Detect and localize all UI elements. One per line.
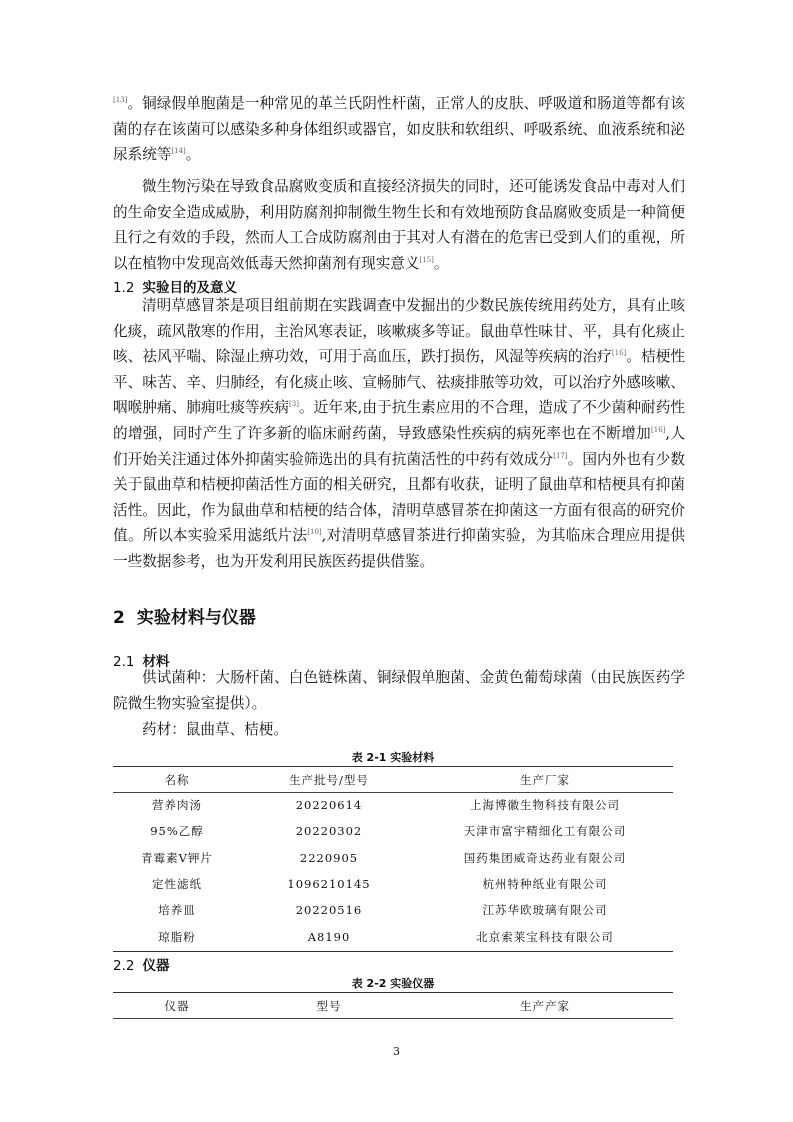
table-cell: 营养肉汤 <box>152 798 202 813</box>
citation-ref: [10] <box>307 528 322 537</box>
table-header-row <box>113 767 673 793</box>
table-header-cell: 型号 <box>316 999 342 1014</box>
section-number: 2.1 <box>113 654 135 670</box>
table-cell: 20220302 <box>295 824 363 839</box>
table-header-cell: 生产产家 <box>520 999 570 1014</box>
table-cell: 北京索莱宝科技有限公司 <box>476 929 614 944</box>
citation-ref: [17] <box>553 451 568 460</box>
table-cell: 杭州特种纸业有限公司 <box>482 877 608 892</box>
section-heading-2-2 <box>113 954 169 974</box>
table-cell: A8190 <box>307 929 351 944</box>
paragraph-text: ,人们开始关注通过体外抑菌实验筛选出的具有抗菌活性的中药有效成分 <box>113 424 685 468</box>
section-title: 实验材料与仪器 <box>136 608 256 628</box>
table-row <box>113 871 673 897</box>
table-row <box>113 818 673 844</box>
paragraph-purpose <box>113 293 685 575</box>
table-cell: 1096210145 <box>287 877 371 892</box>
paragraph-strains <box>113 665 685 716</box>
paragraph-text: 。 <box>185 146 201 164</box>
table-header-cell: 生产厂家 <box>520 773 570 788</box>
paragraph-text: 。国内外也有少数关于鼠曲草和桔梗抑菌活性方面的相关研究，且都有收获，证明了鼠曲草和桔梗具有抑菌活性。因此，作为鼠曲草和桔梗的结合体，清明草感冒茶在抑菌这一方面有很高的研究价值。所以本实验采用滤纸片法 <box>113 450 685 545</box>
section-number: 2.2 <box>113 958 135 974</box>
paragraph-microbial-pollution <box>113 174 685 276</box>
table-cell: 培养皿 <box>158 903 196 918</box>
section-title: 材料 <box>142 654 170 670</box>
table-header-cell: 仪器 <box>164 999 190 1014</box>
section-heading-2 <box>113 603 256 628</box>
section-number: 2 <box>113 608 125 628</box>
paragraph-text: 供试菌种：大肠杆菌、白色链株菌、铜绿假单胞菌、金黄色葡萄球菌（由民族医药学院微生物实验室提供）。 <box>113 669 685 712</box>
table-header-rule <box>113 1018 673 1019</box>
section-title: 实验目的及意义 <box>142 280 237 296</box>
table-header-cell: 名称 <box>164 773 190 788</box>
citation-ref: [16] <box>611 349 627 358</box>
paragraph-text: 药材：鼠曲草、桔梗。 <box>142 721 288 738</box>
paragraph-text: ,对清明草感冒茶进行抑菌实验，为其临床合理应用提供一些数据参考，也为开发利用民族医药提供借鉴。 <box>113 527 685 570</box>
paragraph-pseudomonas <box>113 91 685 168</box>
citation-ref: [16] <box>651 425 666 434</box>
materials-table <box>113 767 673 793</box>
table-cell: 上海博徽生物科技有限公司 <box>470 798 620 813</box>
table-cell: 天津市富宇精细化工有限公司 <box>463 824 627 839</box>
table-bottom-rule <box>113 951 673 952</box>
paragraph-text: 。 <box>433 254 449 272</box>
section-title: 仪器 <box>142 958 170 974</box>
table-cell: 2220905 <box>299 850 359 865</box>
citation-ref: [15] <box>419 255 434 264</box>
citation-ref: [14] <box>171 147 186 156</box>
table-cell: 国药集团威奇达药业有限公司 <box>463 850 627 865</box>
table-header-row <box>113 993 673 1019</box>
paragraph-text: 清明草感冒茶是项目组前期在实践调查中发掘出的少数民族传统用药处方，具有止咳化痰，疏风散寒的作用，主治风寒表证，咳嗽痰多等证。鼠曲草性味甘、平，具有化痰止咳、祛风平喘、除湿止痹功效，可用于高血压，跌打损伤，风湿等疾病的治疗 <box>113 297 685 366</box>
table-cell: 95%乙醇 <box>150 824 204 839</box>
citation-ref: [3] <box>289 400 299 409</box>
table-row <box>113 897 673 923</box>
paragraph-text: 。近年来,由于抗生素应用的不合理，造成了不少菌种耐药性的增强，同时产生了许多新的临床耐药菌，导致感染性疾病的病死率也在不断增加 <box>113 399 685 442</box>
table-cell: 青霉素Ⅴ钾片 <box>141 850 213 865</box>
table-cell: 20220516 <box>295 903 363 918</box>
table-cell: 江苏华欧玻璃有限公司 <box>482 903 608 918</box>
table-cell: 20220614 <box>295 798 363 813</box>
citation-ref: [13] <box>113 96 128 104</box>
table-cell: 定性滤纸 <box>152 877 202 892</box>
section-number: 1.2 <box>113 280 135 296</box>
table-header-cell: 生产批号/型号 <box>289 773 369 788</box>
table-row <box>113 923 673 949</box>
paragraph-text: 微生物污染在导致食品腐败变质和直接经济损失的同时，还可能诱发食品中毒对人们的生命安全造成威胁，利用防腐剂抑制微生物生长和有效地预防食品腐败变质是一种简便且行之有效的手段，然而人工合成防腐剂由于其对人有潜在的危害已受到人们的重视，所以在植物中发现高效低毒天然抑菌剂有现实意义 <box>113 178 685 272</box>
paragraph-text: 。桔梗性平、味苦、辛、归肺经，有化痰止咳、宣畅肺气、祛痰排脓等功效，可以治疗外感咳嗽、咽喉肿痛、肺痈吐痰等疾病 <box>113 348 685 417</box>
paragraph-text: 。铜绿假单胞菌是一种常见的革兰氏阴性杆菌，正常人的皮肤、呼吸道和肠道等都有该菌的存在该菌可以感染多种身体组织或器官，如皮肤和软组织、呼吸系统、血液系统和泌尿系统等 <box>113 95 685 164</box>
paragraph-herbs <box>113 717 685 743</box>
table-caption: 表 2-2 实验仪器 <box>351 977 435 990</box>
table-cell: 琼脂粉 <box>158 929 196 944</box>
instruments-table <box>113 993 673 1019</box>
table-row <box>113 845 673 871</box>
materials-table-body <box>113 792 673 950</box>
table-caption: 表 2-1 实验材料 <box>351 751 435 764</box>
page-number: 3 <box>393 1045 400 1058</box>
table-row <box>113 792 673 818</box>
